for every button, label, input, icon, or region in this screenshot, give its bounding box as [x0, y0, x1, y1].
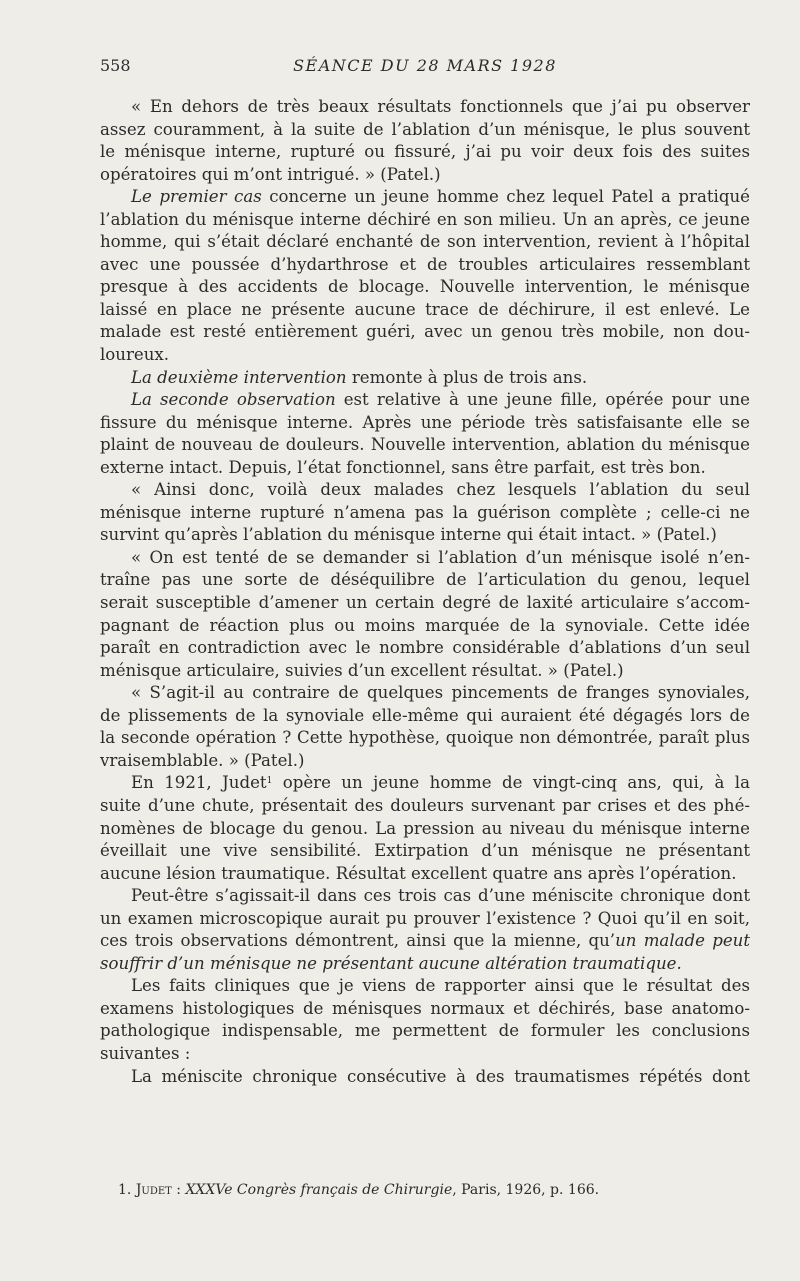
text-line: « S’agit-il au contraire de quelques pincements de franges synoviales,	[131, 683, 750, 703]
line-text: remonte à plus de trois ans.	[346, 367, 588, 387]
text-line: pagnant de réaction plus ou moins marquée de la synoviale. Cette idée	[100, 615, 750, 635]
text-line: le ménisque interne, rupturé ou fissuré, j’ai pu voir deux fois des suites	[100, 142, 750, 162]
text-line	[100, 367, 750, 390]
text-line: laissé en place ne présente aucune trace de déchirure, il est enlevé. Le	[100, 299, 750, 319]
line-text: ces trois observations démontrent, ainsi que la mienne, qu’	[100, 931, 616, 951]
text-line: ménisque articulaire, suivies d’un excellent résultat. » (Patel.)	[100, 660, 624, 680]
text-line: « En dehors de très beaux résultats fonctionnels que j’ai pu observer	[131, 97, 750, 116]
footnote-separator: :	[171, 1182, 186, 1198]
text-line: Les faits cliniques que je viens de rapporter ainsi que le résultat des	[131, 976, 750, 996]
footnote-author: Judet	[135, 1182, 172, 1198]
text-line: serait susceptible d’amener un certain degré de laxité articulaire s’accom-	[100, 593, 750, 613]
italic-phrase: La deuxième intervention	[131, 367, 347, 387]
text-line: vraisemblable. » (Patel.)	[100, 750, 305, 770]
text-line: survint qu’après l’ablation du ménisque interne qui était intact. » (Patel.)	[100, 525, 717, 545]
running-header	[100, 56, 750, 80]
text-line: examens histologiques de ménisques normaux et déchirés, base anatomo-	[100, 998, 750, 1018]
text-line: malade est resté entièrement guéri, avec un genou très mobile, non dou-	[100, 322, 750, 342]
italic-phrase: La seconde observation	[131, 390, 336, 410]
text-line: « On est tenté de se demander si l’ablation d’un ménisque isolé n’en-	[131, 547, 750, 567]
text-line: fissure du ménisque interne. Après une période très satisfaisante elle se	[100, 412, 750, 432]
text-line	[100, 772, 750, 795]
text-line: suite d’une chute, présentait des douleurs survenant par crises et des phé-	[100, 795, 750, 815]
text-line: un examen microscopique aurait pu prouver l’existence ? Quoi qu’il en soit,	[100, 908, 750, 928]
text-line: plaint de nouveau de douleurs. Nouvelle intervention, ablation du ménisque	[100, 435, 750, 455]
text-line: traîne pas une sorte de déséquilibre de l’articulation du genou, lequel	[100, 570, 750, 590]
text-line: ménisque interne rupturé n’amena pas la guérison complète ; celle-ci ne	[100, 502, 750, 522]
text-line: pathologique indispensable, me permettent de formuler les conclusions	[100, 1021, 750, 1041]
text-line: la seconde opération ? Cette hypothèse, quoique non démontrée, paraît plus	[100, 728, 750, 748]
text-line: assez couramment, à la suite de l’ablation d’un ménisque, le plus souvent	[100, 119, 750, 139]
text-line: éveillait une vive sensibilité. Extirpation d’un ménisque ne présentant	[100, 841, 750, 861]
text-line: avec une poussée d’hydarthrose et de troubles articulaires ressemblant	[100, 254, 750, 274]
footnote-ref: 1	[266, 776, 273, 787]
text-line: « Ainsi donc, voilà deux malades chez lesquels l’ablation du seul	[131, 480, 750, 500]
line-text: En 1921, Judet	[131, 773, 267, 793]
text-line: opératoires qui m’ont intrigué. » (Patel.)	[100, 164, 441, 184]
text-line: nomènes de blocage du genou. La pression au niveau du ménisque interne	[100, 818, 750, 838]
text-line: externe intact. Depuis, l’état fonctionnel, sans être parfait, est très bon.	[100, 457, 706, 477]
line-text: opère un jeune homme de vingt-cinq ans, qui, à la	[272, 773, 750, 793]
footnote-title: XXXVe Congrès français de Chirurgie	[185, 1182, 453, 1198]
text-line: La méniscite chronique consécutive à des traumatismes répétés dont	[131, 1066, 750, 1086]
footnote-details: , Paris, 1926, p. 166.	[452, 1182, 600, 1198]
text-line: aucune lésion traumatique. Résultat excellent quatre ans après l’opération.	[100, 863, 737, 883]
footnote	[118, 1182, 599, 1198]
line-text: concerne un jeune homme chez lequel Patel a pratiqué	[261, 187, 750, 207]
italic-phrase: Le premier cas	[131, 187, 262, 207]
running-title: SÉANCE DU 28 MARS 1928	[293, 56, 557, 75]
text-line: paraît en contradiction avec le nombre considérable d’ablations d’un seul	[100, 638, 750, 658]
text-line: l’ablation du ménisque interne déchiré en son milieu. Un an après, ce jeune	[100, 209, 750, 229]
text-line: suivantes :	[100, 1043, 191, 1063]
text-line: de plissements de la synoviale elle-même qui auraient été dégagés lors de	[100, 705, 750, 725]
line-text: est relative à une jeune fille, opérée pour une	[335, 390, 750, 410]
text-line: loureux.	[100, 345, 170, 365]
text-line	[100, 930, 750, 953]
text-line	[100, 953, 750, 976]
text-line	[100, 389, 750, 412]
text-line	[100, 186, 750, 209]
page-number: 558	[100, 56, 131, 75]
text-line: homme, qui s’était déclaré enchanté de son intervention, revient à l’hôpital	[100, 232, 750, 252]
text-line: presque à des accidents de blocage. Nouvelle intervention, le ménisque	[100, 277, 750, 297]
italic-phrase: souffrir d’un ménisque ne présentant aucune altération traumatique.	[100, 953, 682, 973]
body-text	[100, 96, 750, 1088]
text-line: Peut-être s’agissait-il dans ces trois cas d’une méniscite chronique dont	[131, 886, 750, 906]
footnote-number: 1.	[118, 1182, 132, 1198]
italic-phrase: un malade peut	[615, 931, 750, 951]
